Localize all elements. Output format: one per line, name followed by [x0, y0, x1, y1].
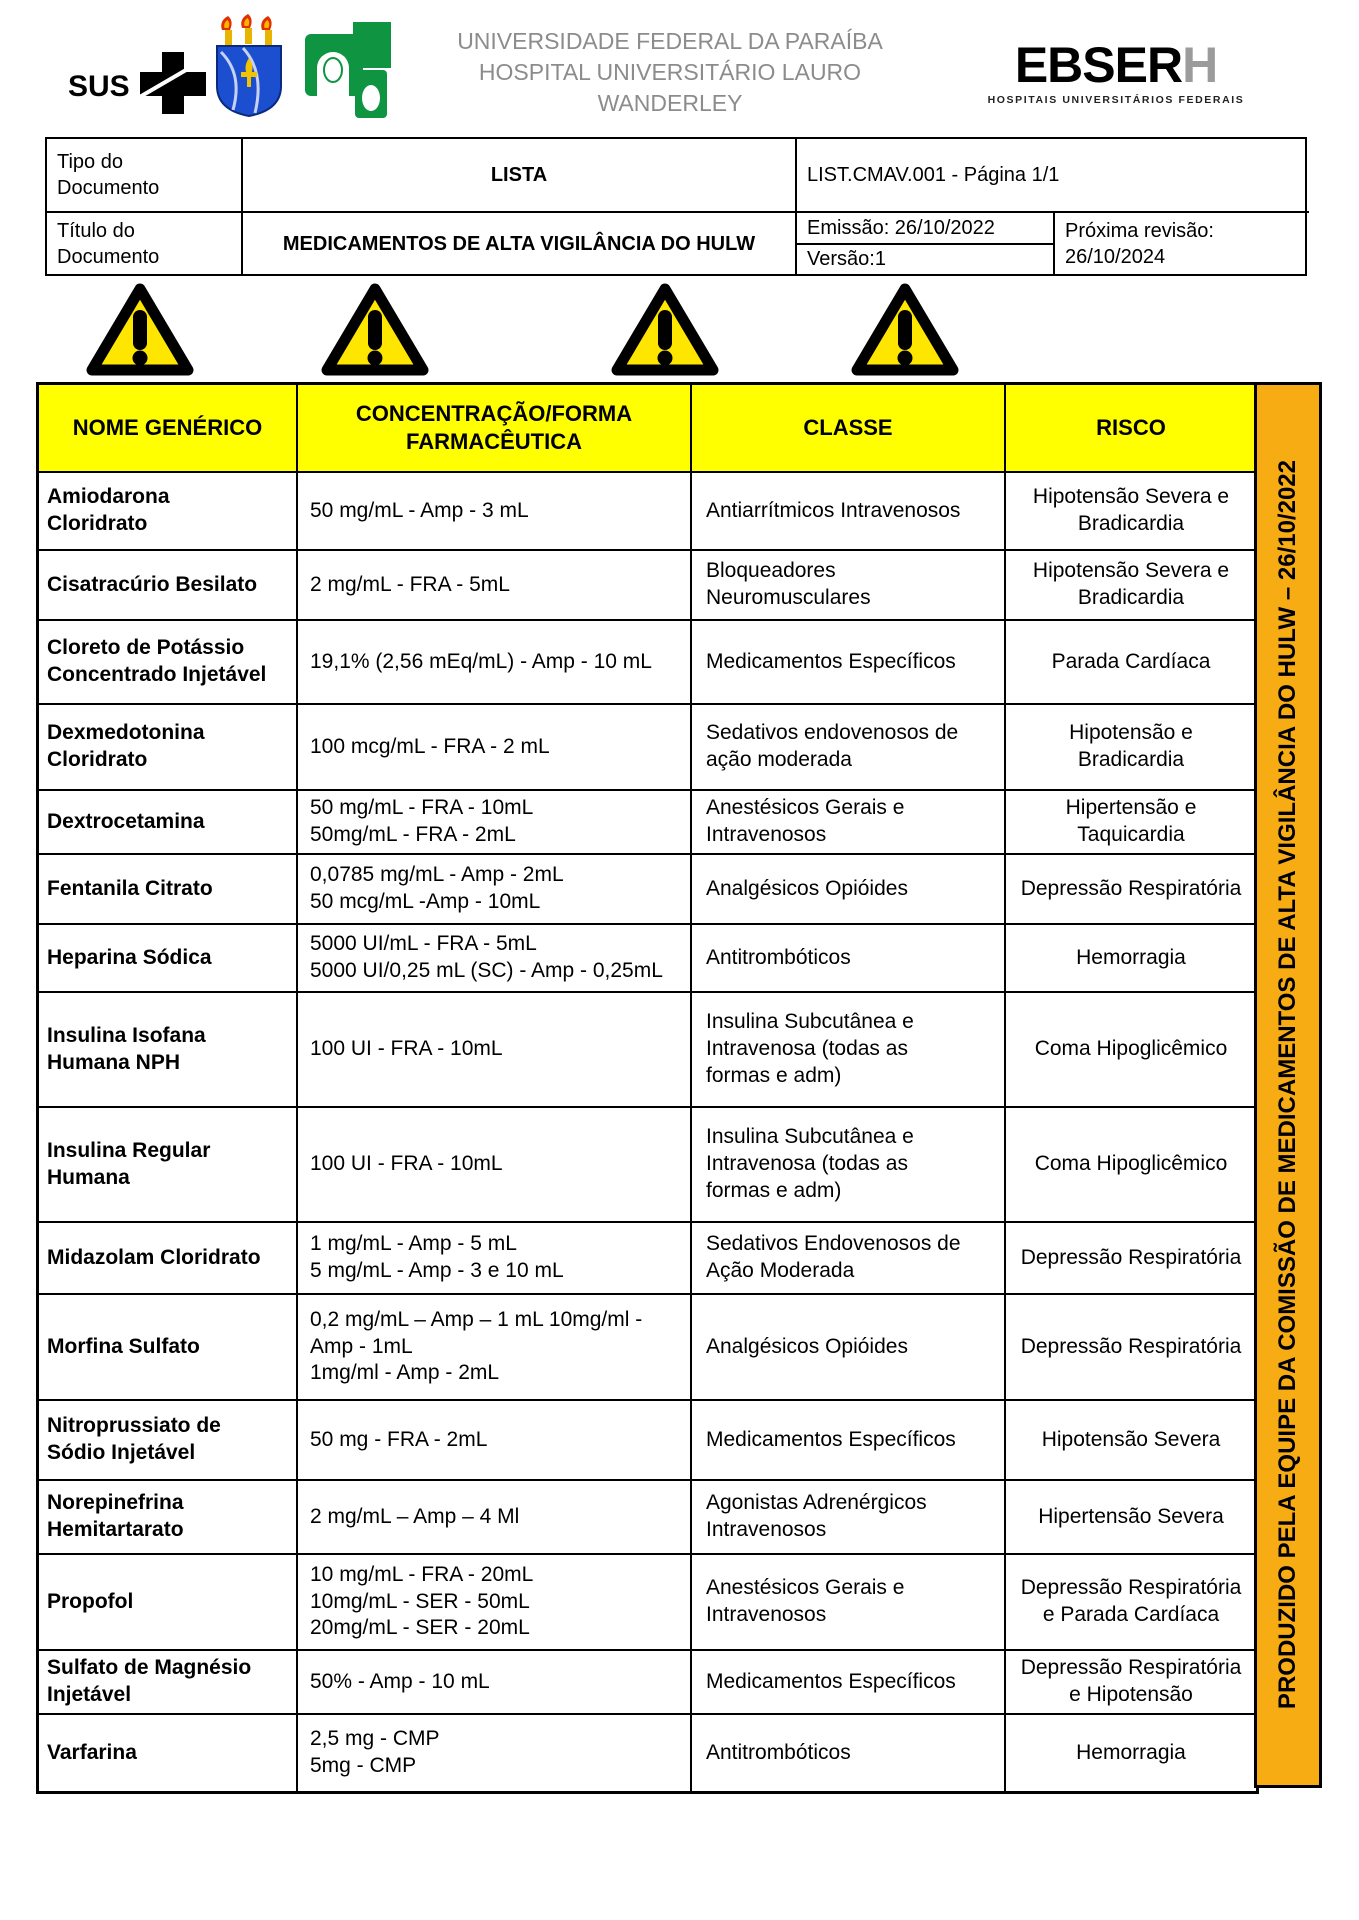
- classe-cell: Antiarrítmicos Intravenosos: [692, 473, 1006, 551]
- doc-info-table: [45, 137, 1307, 276]
- med-name-cell: Varfarina: [39, 1715, 298, 1791]
- concentration-cell: 10 mg/mL - FRA - 20mL 10mg/mL - SER - 50mL 20mg/mL - SER - 20mL: [298, 1555, 692, 1651]
- hu-hospital-logo-icon: [303, 20, 395, 125]
- doc-emission-version: [797, 213, 1055, 274]
- doc-title-value: MEDICAMENTOS DE ALTA VIGILÂNCIA DO HULW: [243, 213, 797, 274]
- med-name-cell: Heparina Sódica: [39, 925, 298, 993]
- med-name-cell: Cloreto de Potássio Concentrado Injetável: [39, 621, 298, 705]
- med-name-cell: Norepinefrina Hemitartarato: [39, 1481, 298, 1555]
- med-name-cell: Midazolam Cloridrato: [39, 1223, 298, 1295]
- risco-cell: Depressão Respiratória e Parada Cardíaca: [1006, 1555, 1256, 1651]
- classe-cell: Sedativos Endovenosos de Ação Moderada: [692, 1223, 1006, 1295]
- risco-cell: Depressão Respiratória: [1006, 1295, 1256, 1401]
- concentration-cell: 0,0785 mg/mL - Amp - 2mL 50 mcg/mL -Amp - 10mL: [298, 855, 692, 925]
- medication-table-wrap: [36, 382, 1259, 1794]
- svg-text:SUS: SUS: [68, 70, 130, 103]
- university-name: UNIVERSIDADE FEDERAL DA PARAÍBA HOSPITAL UNIVERSITÁRIO LAURO WANDERLEY: [457, 28, 883, 117]
- classe-cell: Anestésicos Gerais e Intravenosos: [692, 1555, 1006, 1651]
- column-header-concentracao: CONCENTRAÇÃO/FORMA FARMACÊUTICA: [298, 385, 692, 473]
- risco-cell: Hipotensão Severa e Bradicardia: [1006, 551, 1256, 621]
- concentration-cell: 2,5 mg - CMP 5mg - CMP: [298, 1715, 692, 1791]
- risco-cell: Hipotensão Severa: [1006, 1401, 1256, 1481]
- warning-triangle-icon: [85, 280, 195, 383]
- concentration-cell: 2 mg/mL - FRA - 5mL: [298, 551, 692, 621]
- med-name-cell: Morfina Sulfato: [39, 1295, 298, 1401]
- risco-cell: Hipotensão e Bradicardia: [1006, 705, 1256, 791]
- sus-logo: [68, 50, 218, 121]
- risco-cell: Hipotensão Severa e Bradicardia: [1006, 473, 1256, 551]
- column-header-nome: NOME GENÉRICO: [39, 385, 298, 473]
- classe-cell: Antitrombóticos: [692, 1715, 1006, 1791]
- risco-cell: Hipertensão e Taquicardia: [1006, 791, 1256, 855]
- classe-cell: Insulina Subcutânea e Intravenosa (todas as formas e adm): [692, 1108, 1006, 1223]
- classe-cell: Sedativos endovenosos de ação moderada: [692, 705, 1006, 791]
- med-name-cell: Dextrocetamina: [39, 791, 298, 855]
- ebserh-wordmark: EBSERH: [1014, 37, 1218, 93]
- classe-cell: Antitrombóticos: [692, 925, 1006, 993]
- risco-cell: Coma Hipoglicêmico: [1006, 1108, 1256, 1223]
- concentration-cell: 100 UI - FRA - 10mL: [298, 1108, 692, 1223]
- concentration-cell: 100 UI - FRA - 10mL: [298, 993, 692, 1108]
- classe-cell: Agonistas Adrenérgicos Intravenosos: [692, 1481, 1006, 1555]
- doc-next-revision: Próxima revisão: 26/10/2024: [1065, 219, 1214, 268]
- sus-cross-icon: [68, 50, 218, 116]
- med-name-cell: Insulina Regular Humana: [39, 1108, 298, 1223]
- warning-triangle-icon: [610, 280, 720, 383]
- header: [0, 0, 1359, 125]
- med-name-cell: Propofol: [39, 1555, 298, 1651]
- classe-cell: Medicamentos Específicos: [692, 621, 1006, 705]
- concentration-cell: 50% - Amp - 10 mL: [298, 1651, 692, 1715]
- produced-by-banner-text: PRODUZIDO PELA EQUIPE DA COMISSÃO DE MEDICAMENTOS DE ALTA VIGILÂNCIA DO HULW – 26/10/2022: [1274, 460, 1301, 1710]
- doc-type-label: Tipo do Documento: [47, 139, 243, 213]
- doc-title-label: Título do Documento: [47, 213, 243, 274]
- med-name-cell: Amiodarona Cloridrato: [39, 473, 298, 551]
- risco-cell: Hemorragia: [1006, 925, 1256, 993]
- classe-cell: Medicamentos Específicos: [692, 1401, 1006, 1481]
- concentration-cell: 0,2 mg/mL – Amp – 1 mL 10mg/ml - Amp - 1mL 1mg/ml - Amp - 2mL: [298, 1295, 692, 1401]
- concentration-cell: 50 mg - FRA - 2mL: [298, 1401, 692, 1481]
- ufpb-coat-of-arms-icon: [213, 14, 285, 123]
- classe-cell: Medicamentos Específicos: [692, 1651, 1006, 1715]
- column-header-classe: CLASSE: [692, 385, 1006, 473]
- med-name-cell: Nitroprussiato de Sódio Injetável: [39, 1401, 298, 1481]
- concentration-cell: 2 mg/mL – Amp – 4 Ml: [298, 1481, 692, 1555]
- warning-triangle-icon: [850, 280, 960, 383]
- classe-cell: Bloqueadores Neuromusculares: [692, 551, 1006, 621]
- ebserh-subtitle: HOSPITAIS UNIVERSITÁRIOS FEDERAIS: [987, 94, 1245, 106]
- med-name-cell: Dexmedotonina Cloridrato: [39, 705, 298, 791]
- concentration-cell: 50 mg/mL - Amp - 3 mL: [298, 473, 692, 551]
- warning-triangle-icon: [320, 280, 430, 383]
- doc-emission: Emissão: 26/10/2022: [797, 213, 1053, 245]
- doc-type-value: LISTA: [243, 139, 797, 213]
- concentration-cell: 19,1% (2,56 mEq/mL) - Amp - 10 mL: [298, 621, 692, 705]
- concentration-cell: 100 mcg/mL - FRA - 2 mL: [298, 705, 692, 791]
- classe-cell: Analgésicos Opióides: [692, 1295, 1006, 1401]
- med-name-cell: Sulfato de Magnésio Injetável: [39, 1651, 298, 1715]
- ebserh-logo: [986, 37, 1246, 106]
- med-name-cell: Fentanila Citrato: [39, 855, 298, 925]
- risco-cell: Hipertensão Severa: [1006, 1481, 1256, 1555]
- risco-cell: Coma Hipoglicêmico: [1006, 993, 1256, 1108]
- classe-cell: Anestésicos Gerais e Intravenosos: [692, 791, 1006, 855]
- risco-cell: Parada Cardíaca: [1006, 621, 1256, 705]
- column-header-risco: RISCO: [1006, 385, 1256, 473]
- doc-code: LIST.CMAV.001 - Página 1/1: [797, 139, 1309, 213]
- classe-cell: Insulina Subcutânea e Intravenosa (todas as formas e adm): [692, 993, 1006, 1108]
- produced-by-banner: [1254, 382, 1322, 1788]
- risco-cell: Hemorragia: [1076, 1740, 1186, 1764]
- concentration-cell: 5000 UI/mL - FRA - 5mL 5000 UI/0,25 mL (SC) - Amp - 0,25mL: [298, 925, 692, 993]
- classe-cell: Analgésicos Opióides: [692, 855, 1006, 925]
- med-name-cell: Cisatracúrio Besilato: [39, 551, 298, 621]
- med-name-cell: Insulina Isofana Humana NPH: [39, 993, 298, 1108]
- risco-cell: Depressão Respiratória: [1006, 855, 1256, 925]
- risco-cell: Depressão Respiratória e Hipotensão: [1006, 1651, 1256, 1715]
- medication-table: [36, 382, 1259, 1794]
- risco-cell: Depressão Respiratória: [1006, 1223, 1256, 1295]
- concentration-cell: 50 mg/mL - FRA - 10mL 50mg/mL - FRA - 2mL: [298, 791, 692, 855]
- doc-version: Versão:1: [807, 248, 886, 271]
- concentration-cell: 1 mg/mL - Amp - 5 mL 5 mg/mL - Amp - 3 e 10 mL: [298, 1223, 692, 1295]
